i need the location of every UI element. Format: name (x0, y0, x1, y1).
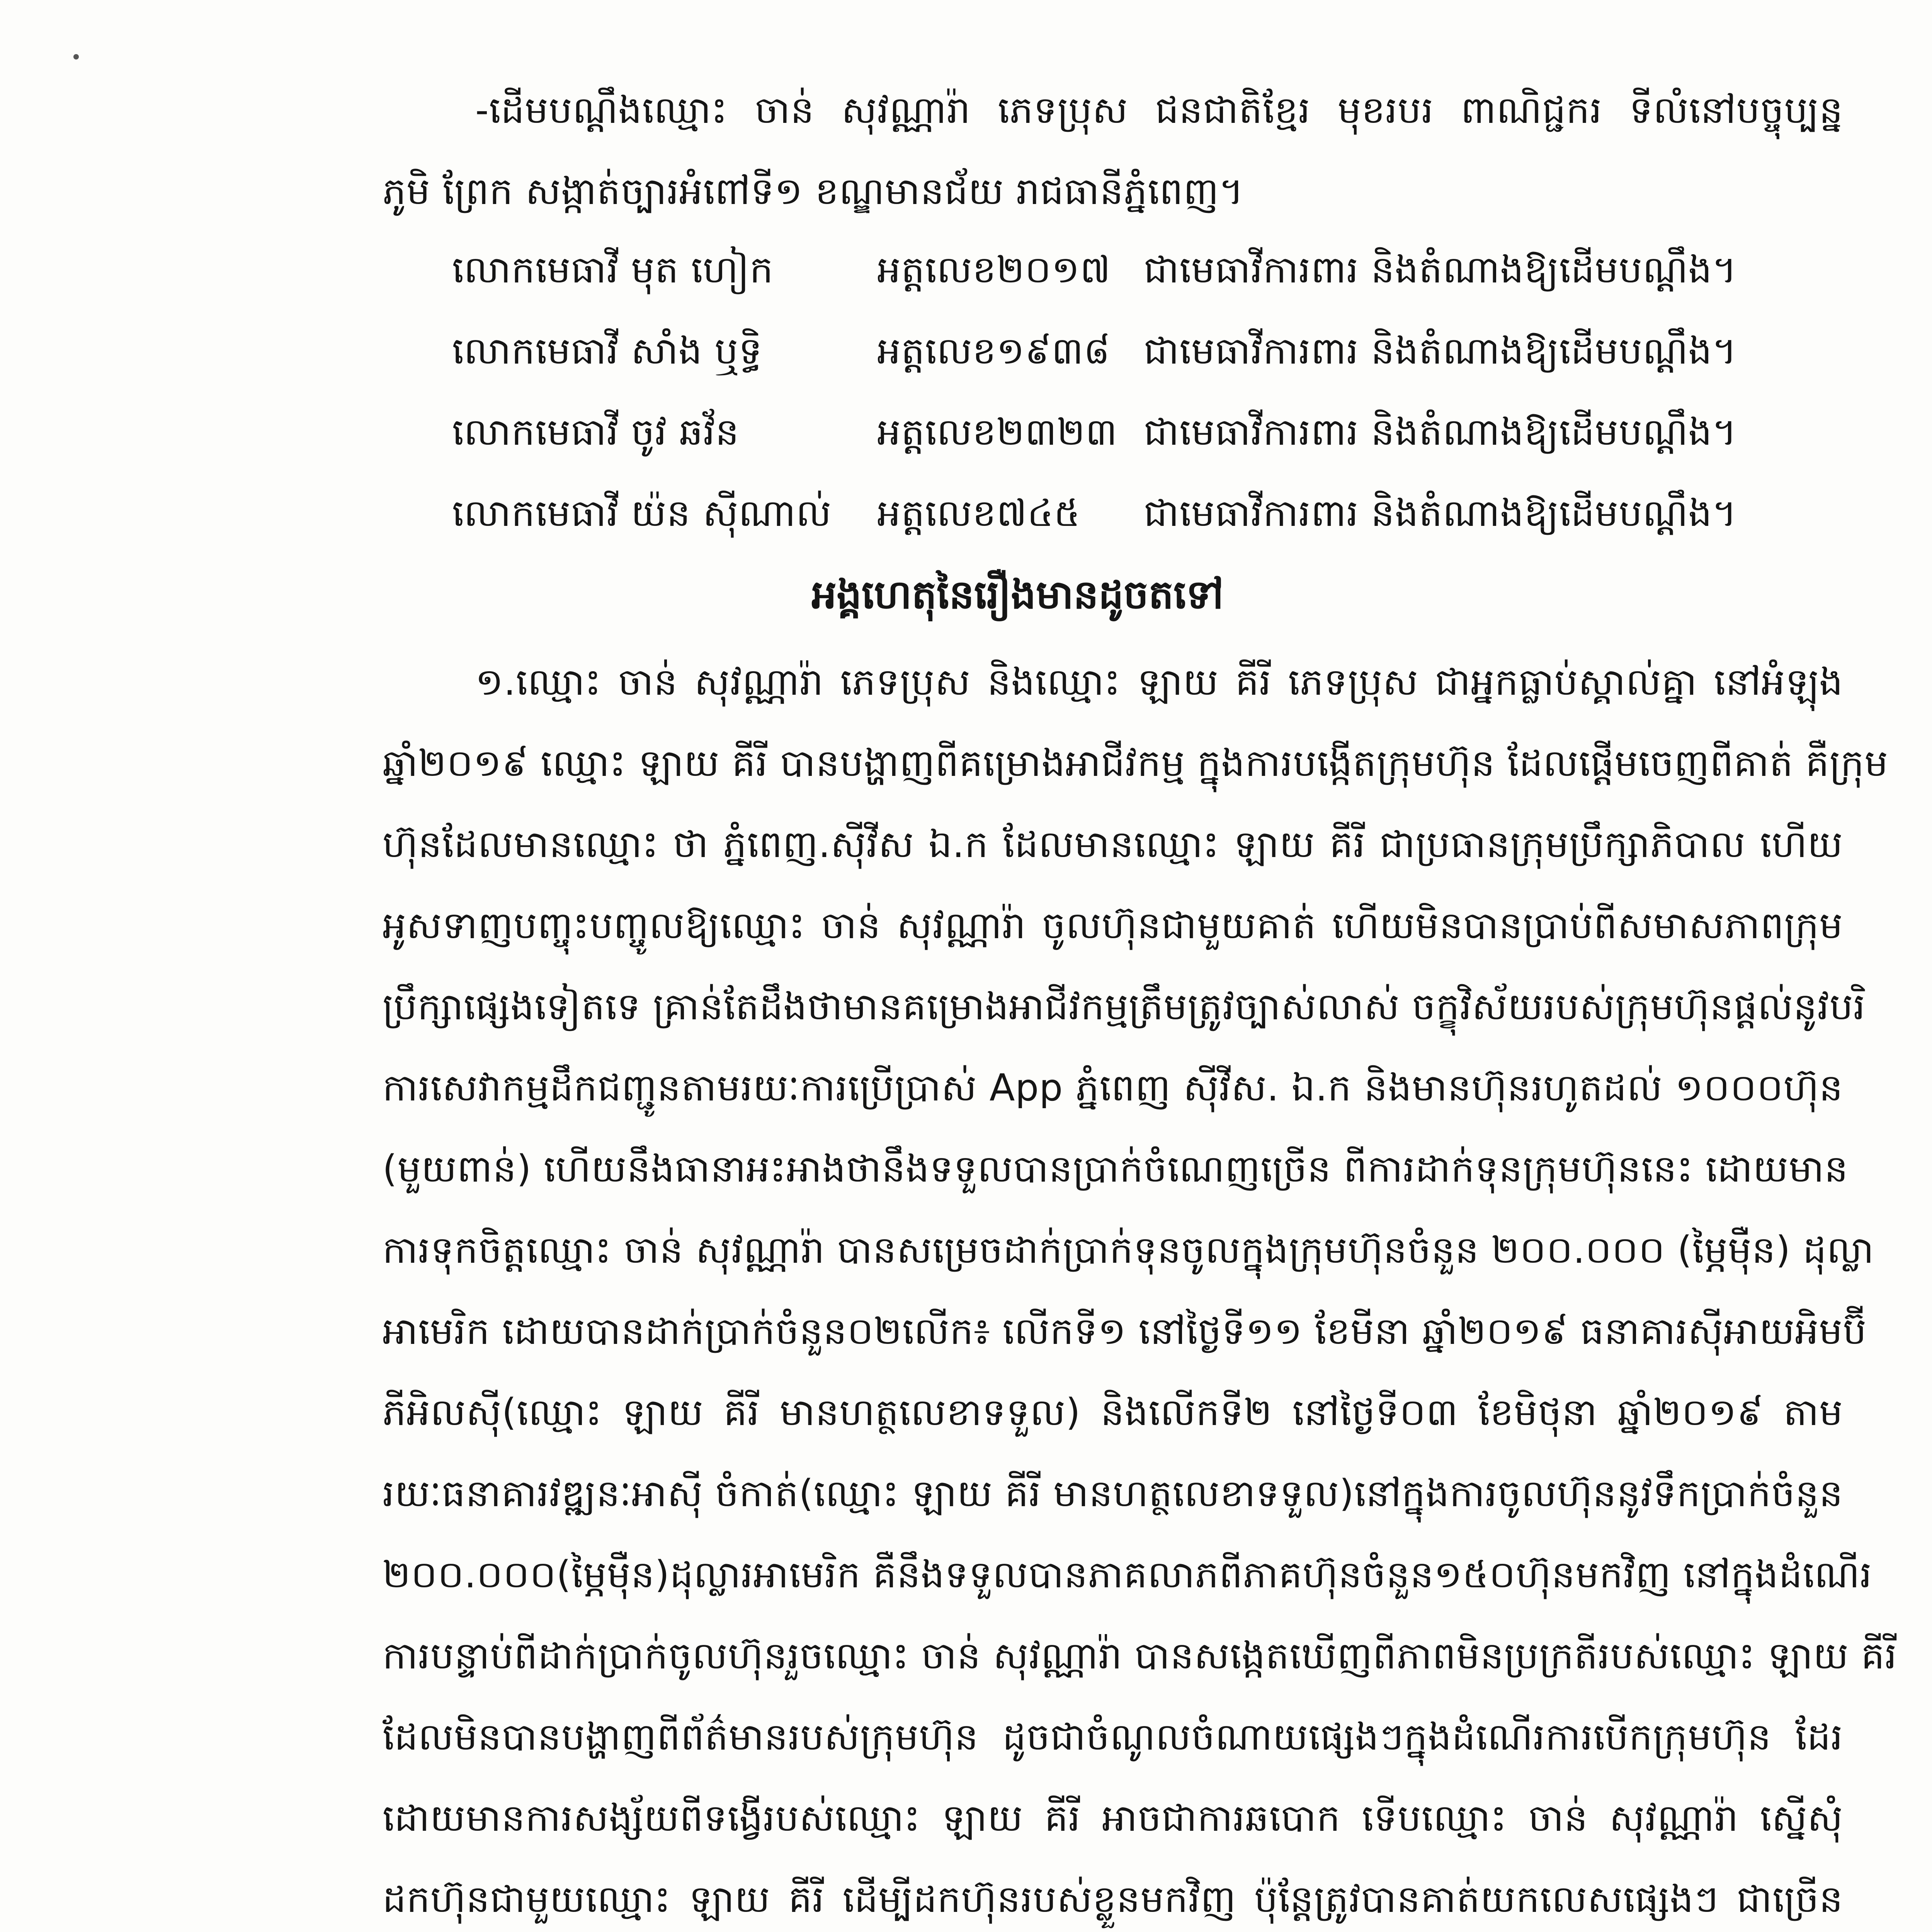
facts-line: ប្រឹក្សាផ្សេងទៀតទេ គ្រាន់តែដឹងថាមានគម្រោងអាជីវកម្មត្រឹមត្រូវច្បាស់លាស់ ចក្ខុវិស័យរបស់ក្រុមហ៊ុនផ្តល់នូវបរិ (383, 985, 1866, 1028)
facts-line: ភីអិលស៊ី(ឈ្មោះ ឡាយ គីរី មានហត្ថលេខាទទួល) និងលើកទី២ នៅថ្ងៃទី០៣ ខែមិថុនា ឆ្នាំ២០១៩ តាម (383, 1391, 1843, 1434)
lawyer-license: អត្តលេខ៧៤៥ (877, 492, 1081, 535)
facts-line: (មួយពាន់) ហើយនឹងធានាអះអាងថានឹងទទួលបានប្រាក់ចំណេញច្រើន ពីការដាក់ទុនក្រុមហ៊ុននេះ ដោយមាន (383, 1147, 1849, 1190)
lawyer-name: លោកមេធាវី ចូវ ឆវ័ន (452, 410, 740, 454)
facts-line: ការទុកចិត្តឈ្មោះ ចាន់ សុវណ្ណារ៉ា បានសម្រេចដាក់ប្រាក់ទុនចូលក្នុងក្រុមហ៊ុនចំនួន ២០០.០០០ (ម្ភៃម៉ឺន) ដុល្លា (383, 1228, 1874, 1272)
lawyer-role: ជាមេធាវីការពារ និងតំណាងឱ្យដើមបណ្តឹង។ (1144, 492, 1737, 535)
scan-speck (73, 54, 79, 60)
plaintiff-line-2: ភូមិ ព្រែក សង្កាត់ច្បារអំពៅទី១ ខណ្ឌមានជ័យ រាជធានីភ្នំពេញ។ (383, 170, 1244, 213)
facts-line: ការសេវាកម្មដឹកជញ្ជូនតាមរយៈការប្រើប្រាស់ App ភ្នំពេញ ស៊ីវីស. ឯ.ក និងមានហ៊ុនរហូតដល់ ១០០០ហ៊ុន (383, 1066, 1844, 1109)
facts-line: អូសទាញបញ្ចុះបញ្ចូលឱ្យឈ្មោះ ចាន់ សុវណ្ណារ៉ា ចូលហ៊ុនជាមួយគាត់ ហើយមិនបានប្រាប់ពីសមាសភាពក្រុម (383, 904, 1843, 947)
facts-line: ដែលមិនបានបង្ហាញពីព័ត៌មានរបស់ក្រុមហ៊ុន ដូចជាចំណូលចំណាយផ្សេងៗក្នុងដំណើរការបើកក្រុមហ៊ុន ដែរ (383, 1715, 1843, 1759)
lawyer-license: អត្តលេខ១៩៣៨ (877, 329, 1111, 372)
facts-line: ២០០.០០០(ម្ភៃម៉ឺន)ដុល្លារអាមេរិក គឺនឹងទទួលបានភាគលាភពីភាគហ៊ុនចំនួន១៥០ហ៊ុនមកវិញ នៅក្នុងដំណើរ (383, 1553, 1872, 1596)
facts-line: ដោយមានការសង្ស័យពីទង្វើរបស់ឈ្មោះ ឡាយ គីរី អាចជាការឆបោក ទើបឈ្មោះ ចាន់ សុវណ្ណារ៉ា ស្នើសុំ (383, 1796, 1844, 1840)
section-heading: អង្គហេតុនៃរឿងមានដូចតទៅ (811, 572, 1224, 618)
lawyer-license: អត្តលេខ២៣២៣ (877, 410, 1118, 454)
facts-line: ឆ្នាំ២០១៩ ឈ្មោះ ឡាយ គីរី បានបង្ហាញពីគម្រោងអាជីវកម្ម ក្នុងការបង្កើតក្រុមហ៊ុន ដែលផ្តើមចេញពីគាត់ គឺក្រុម (383, 742, 1889, 785)
lawyer-role: ជាមេធាវីការពារ និងតំណាងឱ្យដើមបណ្តឹង។ (1144, 248, 1737, 291)
facts-line: ការបន្ទាប់ពីដាក់ប្រាក់ចូលហ៊ុនរួចឈ្មោះ ចាន់ សុវណ្ណារ៉ា បានសង្កេតឃើញពីភាពមិនប្រក្រតីរបស់ឈ្មោះ ឡាយ គីរី (383, 1634, 1897, 1677)
lawyer-license: អត្តលេខ២០១៧ (877, 248, 1111, 291)
facts-line: ដកហ៊ុនជាមួយឈ្មោះ ឡាយ គីរី ដើម្បីដកហ៊ុនរបស់ខ្លួនមកវិញ ប៉ុន្តែត្រូវបានគាត់យកលេសផ្សេងៗ ជាច្រើន (383, 1878, 1843, 1921)
facts-line: ១.ឈ្មោះ ចាន់ សុវណ្ណារ៉ា ភេទប្រុស និងឈ្មោះ ឡាយ គីរី ភេទប្រុស ជាអ្នកធ្លាប់ស្គាល់គ្នា នៅអំឡុង (475, 660, 1843, 704)
lawyer-role: ជាមេធាវីការពារ និងតំណាងឱ្យដើមបណ្តឹង។ (1144, 329, 1737, 372)
facts-line: រយៈធនាគារវឌ្ឍនៈអាស៊ី ចំកាត់(ឈ្មោះ ឡាយ គីរី មានហត្ថលេខាទទួល)នៅក្នុងការចូលហ៊ុននូវទឹកប្រាក់ចំនួន (383, 1472, 1843, 1515)
facts-line: អាមេរិក ដោយបានដាក់ប្រាក់ចំនួន០២លើក៖ លើកទី១ នៅថ្ងៃទី១១ ខែមីនា ឆ្នាំ២០១៩ ធនាគារស៊ីអាយអិមប៊ី (383, 1310, 1867, 1353)
facts-line: ហ៊ុនដែលមានឈ្មោះ ថា ភ្នំពេញ.ស៊ីវីស ឯ.ក ដែលមានឈ្មោះ ឡាយ គីរី ជាប្រធានក្រុមប្រឹក្សាភិបាល ហើយ (383, 823, 1843, 866)
lawyer-name: លោកមេធាវី យ៉ន ស៊ីណាល់ (452, 492, 832, 535)
lawyer-name: លោកមេធាវី មុត ហៀក (452, 248, 774, 291)
lawyer-role: ជាមេធាវីការពារ និងតំណាងឱ្យដើមបណ្តឹង។ (1144, 410, 1737, 454)
lawyer-name: លោកមេធាវី សាំង ឬទ្ធិ (452, 329, 763, 372)
plaintiff-line-1: -ដើមបណ្តឹងឈ្មោះ ចាន់ សុវណ្ណារ៉ា ភេទប្រុស ជនជាតិខ្មែរ មុខរបរ ពាណិជ្ជករ ទីលំនៅបច្ចុប្បន្ន (475, 88, 1844, 132)
